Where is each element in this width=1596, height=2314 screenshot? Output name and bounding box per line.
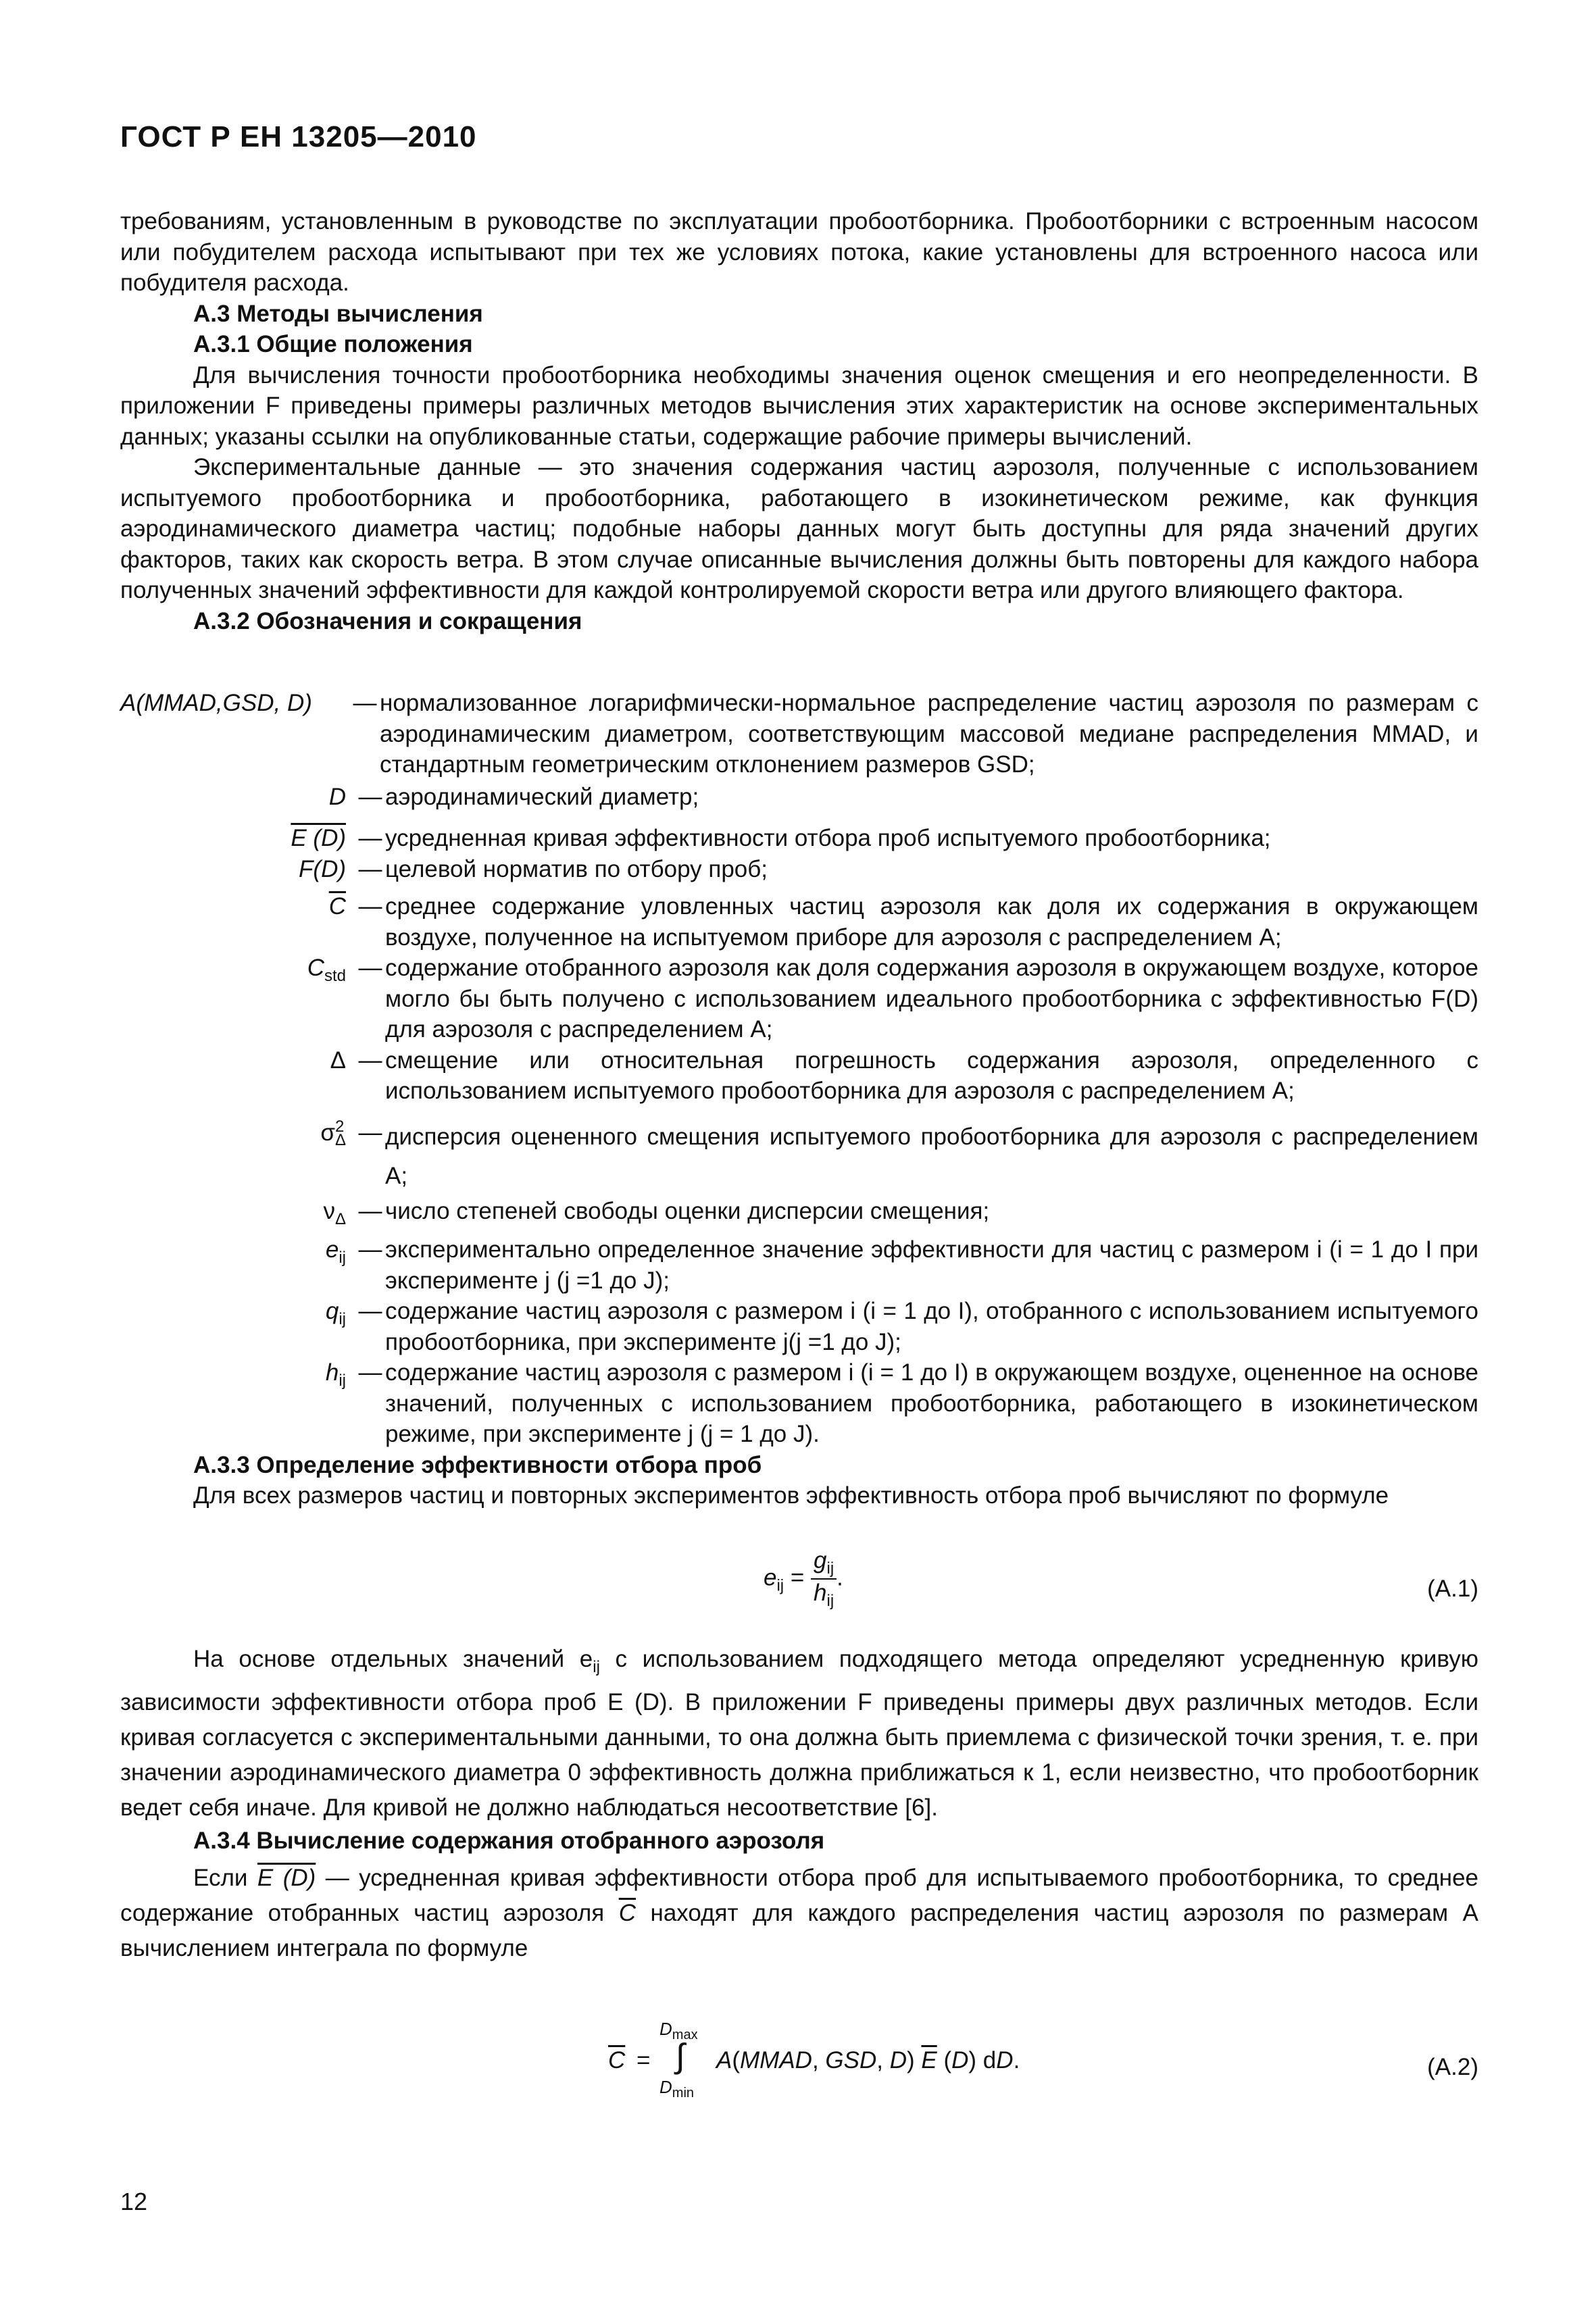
formula-a1-number: (А.1): [1427, 1576, 1478, 1602]
document-header: ГОСТ Р ЕН 13205—2010: [120, 120, 477, 153]
section-a33-heading: А.3.3 Определение эффективности отбора проб: [193, 1451, 762, 1478]
definition-row: $h_{ij}$ — содержание частиц аэрозоля с размером i (i = 1 до I) в окружающем воздухе, оцененное на основе значений, полученных с использованием пробоотборника, работающего в изокинетическом режиме, при эксперименте j (j = 1 до J).: [120, 1357, 1478, 1450]
formula-a1: $e_{ij}$ = $\frac{g_{ij}}{h_{ij}}$ .: [764, 1547, 843, 1610]
definition-symbol: $h_{ij}$: [325, 1359, 346, 1390]
definition-symbol: $C_{std}$: [307, 955, 346, 985]
definition-row: E (D) — усредненная кривая эффективности отбора проб испытуемого пробоотборника;: [120, 823, 1478, 854]
section-a33-paragraph-2: На основе отдельных значений $e_{ij}$ с использованием подходящего метода определяют усредненную кривую зависимости эффективности отбора проб E (D). В приложении F приведены примеры двух различных методов. Если кривая согласуется с экспериментальными данными, то она должна быть приемлема с физической точки зрения, т. е. при значении аэродинамического диаметра 0 эффективность должна приближаться к 1, если неизвестно, что пробоотборник ведет себя иначе. Для кривой не должно наблюдаться несоответствие [6].: [120, 1646, 1478, 1821]
definition-text: содержание отобранного аэрозоля как доля содержания аэрозоля в окружающем воздухе, которое могло бы быть получено с использованием идеального пробоотборника с эффективностью F(D) для аэрозоля с распределением A;: [385, 955, 1479, 1042]
definition-row: $e_{ij}$ — экспериментально определенное значение эффективности для частиц с размером i (i = 1 до I при эксперименте j (j =1 до J);: [120, 1234, 1478, 1296]
definition-symbol: σ 2 Δ: [320, 1117, 346, 1150]
definition-row: $C_{std}$ — содержание отобранного аэрозоля как доля содержания аэрозоля в окружающем воздухе, которое могло бы быть получено с использованием идеального пробоотборника с эффективностью F(D) для аэрозоля с распределением A;: [120, 953, 1478, 1045]
formula-a2: $\overline{C}$ = $D_{max}$ ∫ $D_{min}$ A(MMAD, GSD, D) $\overline{E}$ (D) dD.: [608, 2019, 1020, 2101]
definition-row: D — аэродинамический диаметр;: [120, 782, 1478, 813]
definition-text: дисперсия оцененного смещения испытуемого пробоотборника для аэрозоля с распределением A;: [385, 1123, 1478, 1189]
symbol-e-overline: E (D): [257, 1864, 316, 1891]
section-a31-paragraph-1: Для вычисления точности пробоотборника необходимы значения оценок смещения и его неопределенности. В приложении F приведены примеры различных методов вычисления этих характеристик на основе экспериментальных данных; указаны ссылки на опубликованные статьи, содержащие рабочие примеры вычислений.: [120, 361, 1478, 450]
definition-row: F(D) — целевой норматив по отбору проб;: [120, 854, 1478, 885]
section-a34-heading: А.3.4 Вычисление содержания отобранного аэрозоля: [193, 1828, 825, 1854]
definition-row: A(MMAD,GSD, D) — нормализованное логарифмически-нормальное распределение частиц аэрозоля по размерам с аэродинамическим диаметром, соответствующим массовой медиане распределения MMAD, и стандартным геометрическим отклонением размеров GSD;: [120, 688, 1478, 780]
section-a31-heading: А.3.1 Общие положения: [193, 331, 473, 357]
definition-symbol: $q_{ij}$: [325, 1298, 346, 1328]
definitions-list: [120, 688, 1478, 1511]
definition-text: смещение или относительная погрешность содержания аэрозоля, определенного с использованием испытуемого пробоотборника для аэрозоля с распределением A;: [385, 1047, 1478, 1104]
page-number: 12: [120, 2188, 148, 2215]
definition-row: $q_{ij}$ — содержание частиц аэрозоля с размером i (i = 1 до I), отобранного с использованием испытуемого пробоотборника, при эксперименте j(j =1 до J);: [120, 1296, 1478, 1357]
definition-symbol: E (D): [291, 825, 346, 851]
definition-row: $\overline{C}$ — среднее содержание уловленных частиц аэрозоля как доля их содержания в окружающем воздухе, полученное на испытуемом приборе для аэрозоля с распределением A;: [120, 891, 1478, 953]
definition-symbol: F(D): [299, 855, 346, 882]
definition-text: содержание частиц аэрозоля с размером i (i = 1 до I) в окружающем воздухе, оцененное на основе значений, полученных с использованием пробоотборника, работающего в изокинетическом режиме, при эксперименте j (j = 1 до J).: [385, 1359, 1478, 1447]
text-block-top: [120, 206, 1478, 636]
definition-symbol: $e_{ij}$: [325, 1236, 346, 1267]
definition-row: σ 2 Δ — дисперсия оцененного смещения испытуемого пробоотборника для аэрозоля с распределением A;: [120, 1117, 1478, 1196]
section-a3-heading: А.3 Методы вычисления: [193, 300, 483, 327]
text-block-a33: [120, 1642, 1478, 1966]
symbol-c-overline: $\overline{C}$: [618, 1899, 636, 1926]
definition-text: число степеней свободы оценки дисперсии смещения;: [385, 1197, 990, 1224]
definition-text: аэродинамический диаметр;: [385, 783, 699, 810]
definition-text: нормализованное логарифмически-нормальное распределение частиц аэрозоля по размерам с аэродинамическим диаметром, соответствующим массовой медиане распределения MMAD, и стандартным геометрическим отклонением размеров GSD;: [380, 690, 1478, 778]
definition-symbol: Δ: [330, 1047, 346, 1074]
definition-row: Δ — смещение или относительная погрешность содержания аэрозоля, определенного с использованием испытуемого пробоотборника для аэрозоля с распределением A;: [120, 1045, 1478, 1107]
definition-symbol: $\overline{C}$: [328, 893, 346, 920]
definition-symbol: D: [328, 783, 346, 810]
definition-text: среднее содержание уловленных частиц аэрозоля как доля их содержания в окружающем воздухе, полученное на испытуемом приборе для аэрозоля с распределением A;: [385, 893, 1478, 951]
definition-symbol: $\nu_\Delta$: [323, 1197, 346, 1228]
section-a32-heading: А.3.2 Обозначения и сокращения: [193, 607, 582, 634]
intro-paragraph: требованиям, установленным в руководстве по эксплуатации пробоотборника. Пробоотборники с встроенным насосом или побудителем расхода испытывают при тех же условиях потока, какие установлены для встроенного насоса или побудителя расхода.: [120, 208, 1478, 296]
formula-a2-number: (А.2): [1427, 2054, 1478, 2080]
definition-row: $\nu_\Delta$ — число степеней свободы оценки дисперсии смещения;: [120, 1196, 1478, 1235]
definition-symbol: A(MMAD,GSD, D): [120, 690, 312, 716]
definition-text: экспериментально определенное значение эффективности для частиц с размером i (i = 1 до I при эксперименте j (j =1 до J);: [385, 1236, 1478, 1294]
section-a31-paragraph-2: Экспериментальные данные — это значения содержания частиц аэрозоля, полученные с использованием испытуемого пробоотборника и пробоотборника, работающего в изокинетическом режиме, как функция аэродинамического диаметра частиц; подобные наборы данных могут быть доступны для ряда значений других факторов, таких как скорость ветра. В этом случае описанные вычисления должны быть повторены для каждого набора полученных значений эффективности для каждой контролируемой скорости ветра или другого влияющего фактора.: [120, 454, 1478, 603]
definition-text: усредненная кривая эффективности отбора проб испытуемого пробоотборника;: [385, 825, 1271, 851]
section-a33-paragraph-1: Для всех размеров частиц и повторных экспериментов эффективность отбора проб вычисляют по формуле: [193, 1482, 1389, 1509]
definition-text: целевой норматив по отбору проб;: [385, 855, 768, 882]
section-a34-paragraph: Если E (D) — усредненная кривая эффективности отбора проб для испытываемого пробоотборника, то среднее содержание отобранных частиц аэрозоля $\overline{C}$ находят для каждого распределения частиц аэрозоля по размерам A вычислением интеграла по формуле: [120, 1864, 1478, 1961]
definition-text: содержание частиц аэрозоля с размером i (i = 1 до I), отобранного с использованием испытуемого пробоотборника, при эксперименте j(j =1 до J);: [385, 1298, 1478, 1355]
